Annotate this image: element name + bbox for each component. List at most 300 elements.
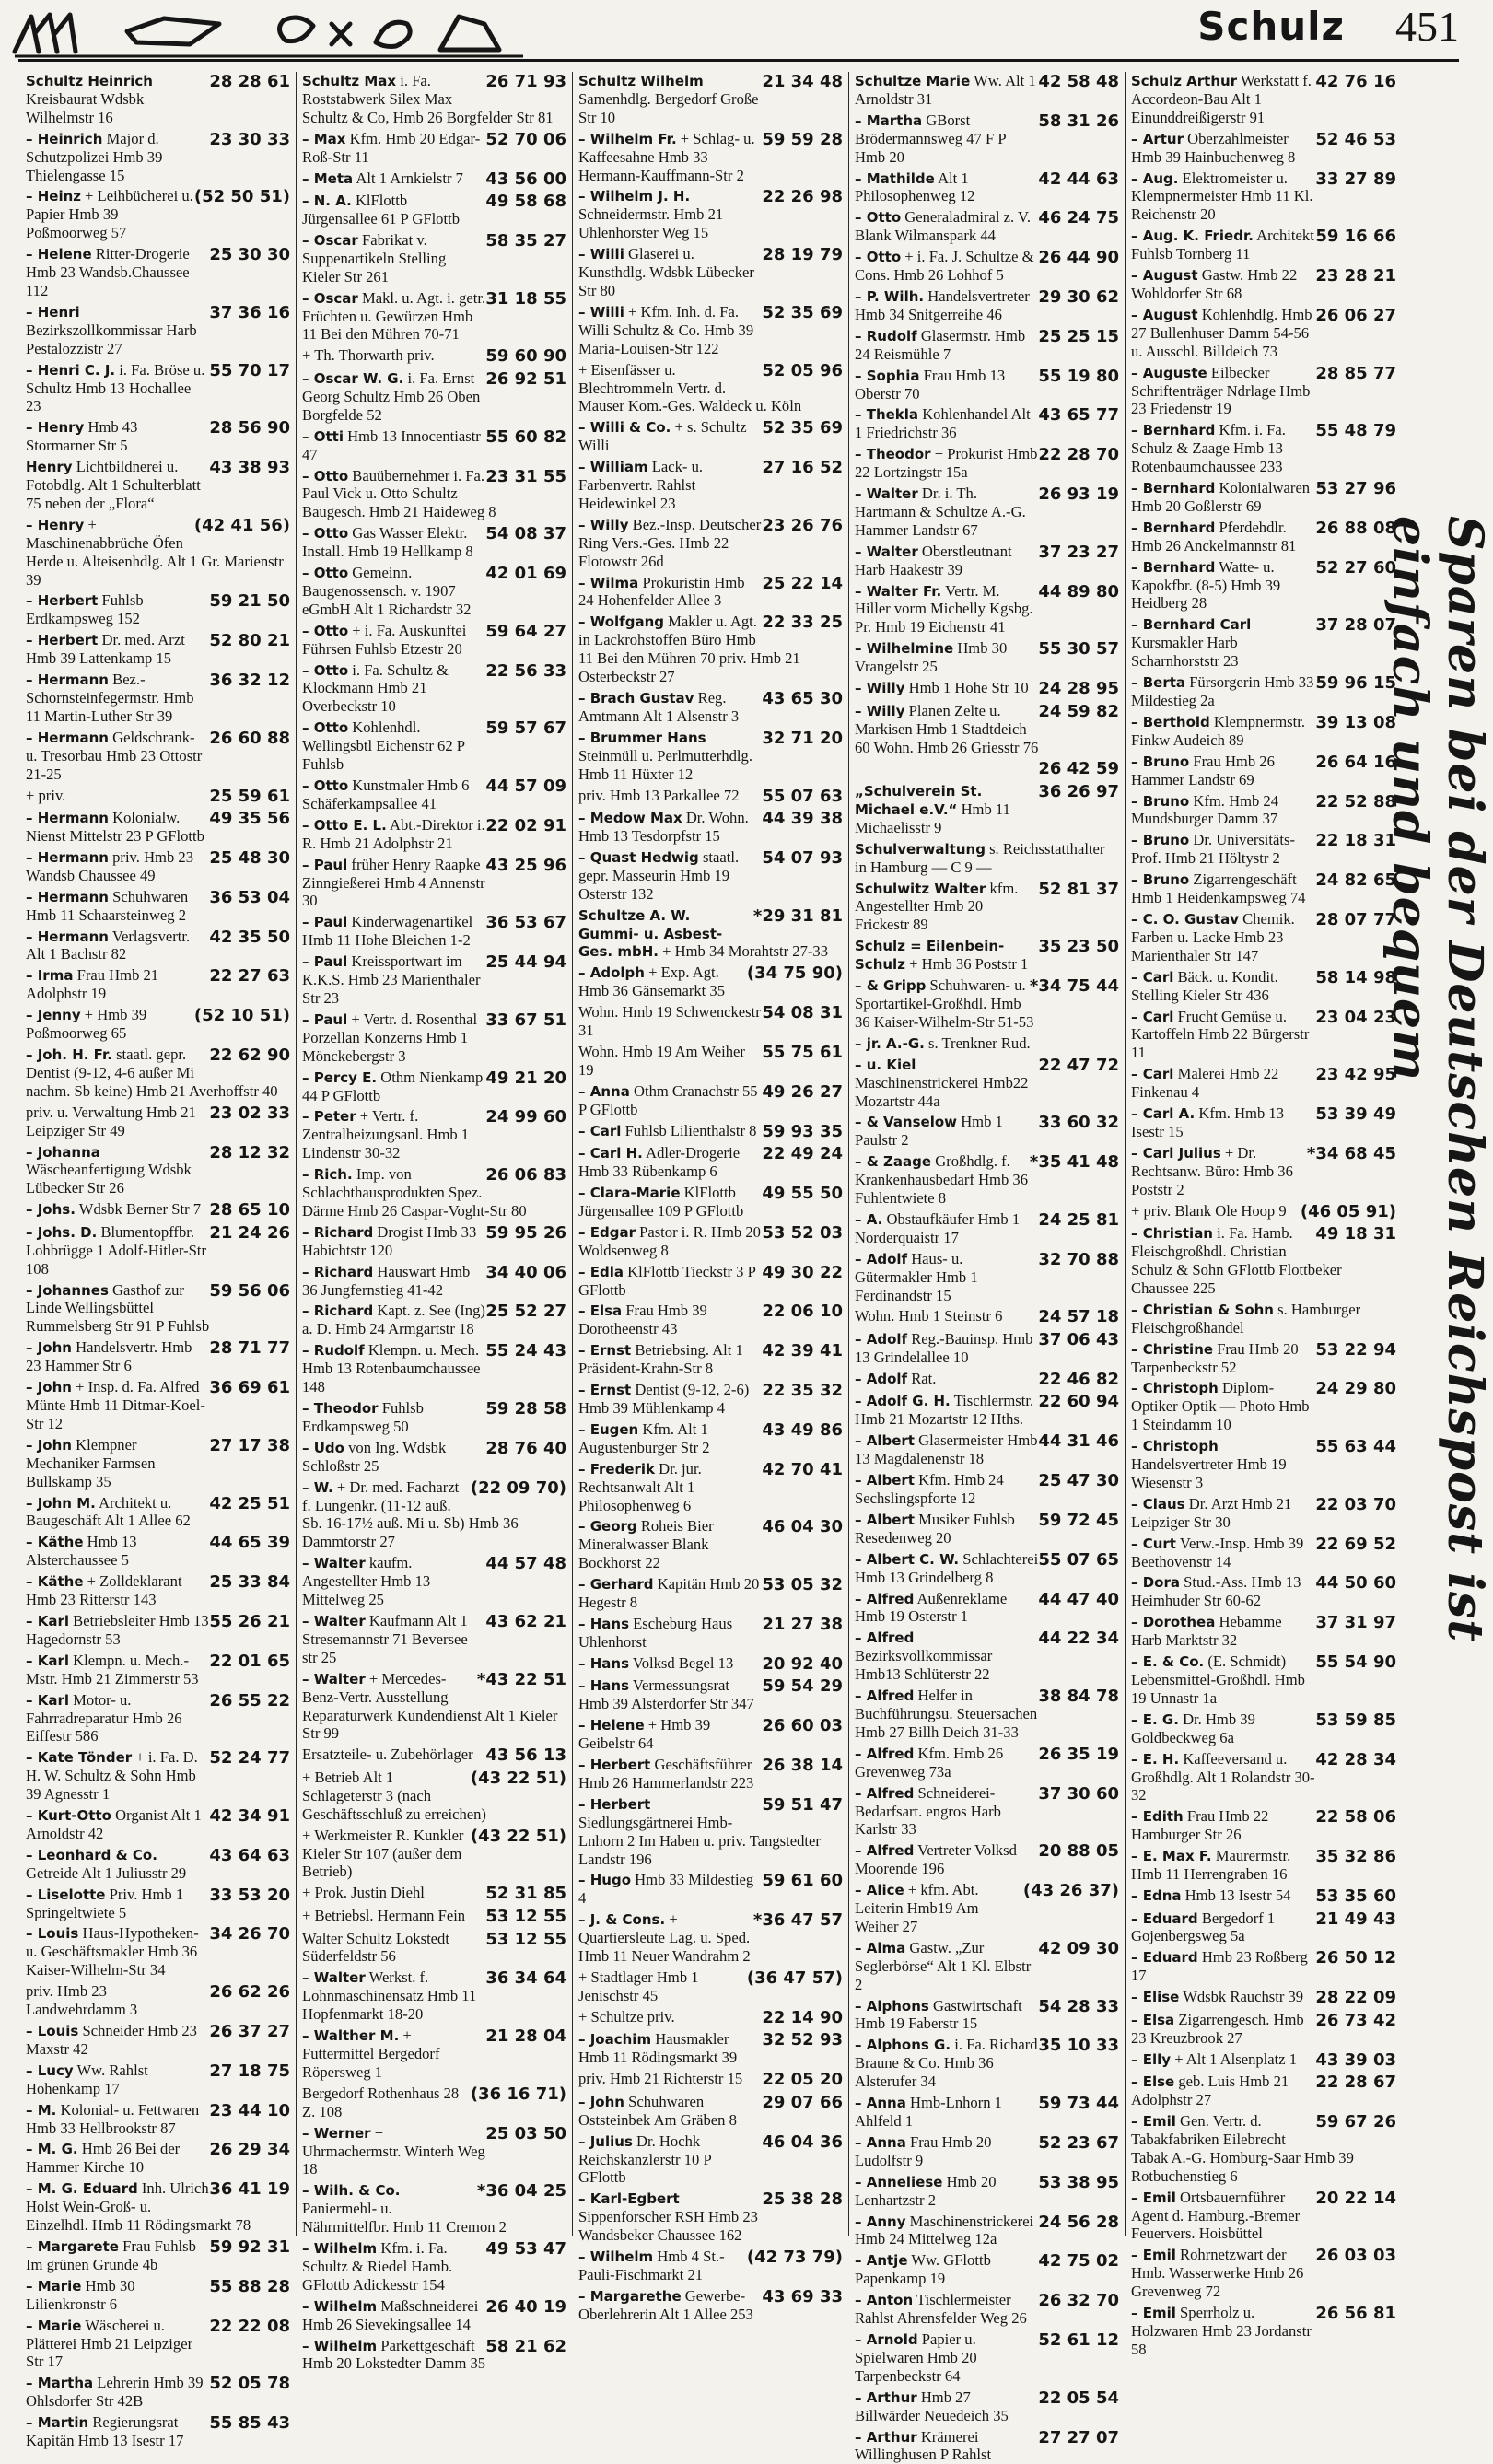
entry-name: – Aug. [1131,170,1178,187]
entry-phone-number: 28 19 79 [762,245,843,265]
entry-name: – Martha [26,2375,93,2391]
entry-details: + s. Schultz Willi [578,418,747,454]
entry-phone-number: 36 32 12 [209,671,290,691]
entry-phone-number: 26 06 27 [1315,306,1396,326]
entry-details: Sperrholz u. Holzwaren Hmb 23 Jordanstr 58 [1131,2304,1312,2358]
entry-details: Ww. Alt 1 Arnoldstr 31 [855,72,1036,108]
entry-phone-number: 28 56 90 [209,418,290,438]
entry-details: Othm Cranachstr 55 P GFlottb [578,1082,758,1118]
entry-name: – Gerhard [578,1576,654,1593]
entry-name: – Margarethe [578,2288,682,2305]
directory-entry [578,1341,843,1378]
entry-phone-number: 33 53 20 [209,1886,290,1906]
directory-entry [26,1200,290,1220]
directory-entry [855,1590,1119,1627]
entry-name: – N. A. [302,193,352,209]
entry-name: – John [578,2094,624,2110]
entry-details: Zigarrengesch. Hmb 23 Kreuzbrook 27 [1131,2011,1304,2047]
entry-details: Bäck. u. Kondit. Stelling Kieler Str 436 [1131,968,1278,1004]
entry-details: KlFlottb Jürgensallee 61 P GFlottb [302,192,460,228]
entry-name: – Ernst [578,1342,631,1359]
directory-entry [302,1069,566,1105]
entry-details: Verlagsvertr. Alt 1 Bachstr 82 [26,928,190,963]
entry-details: Schlachterei Hmb 13 Grindelberg 8 [855,1550,1038,1586]
entry-phone-number: 52 05 78 [209,2374,290,2394]
entry-phone-number: 55 63 44 [1315,1437,1396,1457]
entry-details: + i. Fa. Auskunftei Führsen Fuhlsb Etzestr 20 [302,622,466,658]
entry-name: – Emil [1131,2305,1176,2321]
entry-phone-number: 42 25 51 [209,1494,290,1514]
directory-entry [1131,1711,1396,1747]
entry-name: – Emil [1131,2247,1176,2263]
entry-phone-number: 59 64 27 [485,622,566,642]
directory-entry [855,2428,1119,2464]
entry-details: Maurermstr. Hmb 11 Herrengraben 16 [1131,1847,1290,1883]
entry-details: i. Fa. Richard Braune & Co. Hmb 36 Alsterufer 34 [855,2036,1038,2090]
vertical-advertisement: Sparen bei der Deutschen Reichspost ist einfach und bequem [1409,516,1464,1851]
entry-details: Elektromeister u. Klempnermeister Hmb 11 Kl. Reichenstr 20 [1131,169,1313,224]
directory-entry [855,1841,1119,1878]
entry-details: Roheis Bier Mineralwasser Blank Bockhorst 22 [578,1517,714,1571]
entry-name: – John [26,1379,72,1395]
entry-details: s. Reichsstatthalter in Hamburg — C 9 — [855,840,1104,876]
entry-details: Großhdlg. f. Krankenhausbedarf Hmb 36 Fuhlentwiete 8 [855,1152,1028,1207]
entry-phone-number: 22 05 54 [1038,2388,1119,2409]
entry-name: – Wilhelm [302,2240,377,2257]
directory-entry [578,458,843,513]
entry-name: – Elise [1131,1989,1179,2005]
entry-phone-number: 21 28 04 [485,2026,566,2047]
directory-entry [578,1460,843,1515]
page-number: 451 [1395,2,1459,51]
entry-details: + Dr. Rechtsanw. Büro: Hmb 36 Poststr 2 [1131,1144,1293,1198]
entry-phone-number: 25 33 84 [209,1572,290,1593]
entry-phone-number: 22 28 67 [1315,2073,1396,2093]
directory-entry [26,928,290,964]
entry-name: – Joachim [578,2031,651,2048]
directory-entry [302,661,566,717]
directory-entry [1131,306,1396,361]
entry-details: + Stadtlager Hmb 1 Jenischstr 45 [578,1968,699,2004]
entry-details: + Werkmeister R. Kunkler Kieler Str 107 (außer dem Betrieb) [302,1827,463,1881]
entry-name: – E. Max F. [1131,1848,1212,1864]
entry-name: – Brummer Hans [578,730,706,746]
directory-entry [1131,1807,1396,1844]
entry-details: Kolonial- u. Fettwaren Hmb 33 Hellbrookstr 87 [26,2101,199,2137]
entry-details: + kfm. Abt. Leiterin Hmb19 Am Weiher 27 [855,1881,979,1935]
entry-phone-number: 42 35 50 [209,928,290,948]
directory-entry [26,2061,290,2098]
entry-details: Pastor i. R. Hmb 20 Woldsenweg 8 [578,1223,761,1259]
entry-phone-number: 35 32 86 [1315,1847,1396,1867]
entry-phone-number: 22 28 70 [1038,445,1119,465]
entry-details: Gewerbe-Oberlehrerin Alt 1 Allee 253 [578,2287,753,2323]
entry-phone-number: 26 03 03 [1315,2246,1396,2266]
directory-column-5 [1126,72,1402,2236]
entry-phone-number: 43 64 63 [209,1846,290,1866]
directory-entry [855,1745,1119,1781]
entry-phone-number: 26 60 88 [209,729,290,749]
entry-phone-number: 42 76 16 [1315,72,1396,92]
entry-details: priv. Hmb 23 Landwehrdamm 3 [26,1982,137,2018]
entry-details: Werkst. f. Lohnmaschinensatz Hmb 11 Hopfenmarkt 18-20 [302,1968,476,2023]
entry-details: Musiker Fuhlsb Resedenweg 20 [855,1511,1015,1547]
directory-entry [855,639,1119,676]
entry-name: – Quast Hedwig [578,849,699,866]
entry-name: – Sophia [855,368,920,384]
entry-name: – Theodor [302,1400,379,1417]
directory-entry [1131,1437,1396,1492]
directory-entry [578,245,843,300]
directory-entry [855,1939,1119,1994]
entry-phone-number: 55 88 28 [209,2277,290,2297]
entry-details: Wohn. Hmb 1 Steinstr 6 [855,1307,1002,1325]
directory-entry [1131,713,1396,750]
entry-name: – Albert [855,1472,915,1489]
entry-details: + Eisenfässer u. Blechtrommeln Vertr. d. Mauser Kom.-Ges. Waldeck u. Köln [578,361,801,415]
entry-phone-number: 26 93 19 [1038,485,1119,505]
directory-entry [302,1612,566,1667]
entry-phone-number: 25 48 30 [209,848,290,869]
entry-phone-number: 53 22 94 [1315,1340,1396,1360]
entry-details: Architekt u. Baugeschäft Alt 1 Allee 62 [26,1494,191,1530]
entry-name: Schulz Arthur [1131,73,1237,89]
entry-name: – Christoph [1131,1380,1219,1396]
entry-name: – Elsa [578,1302,622,1319]
entry-details: Schuhwaren- u. Sportartikel-Großhdl. Hmb 36 Kaiser-Wilhelm-Str 51-53 [855,976,1033,1031]
directory-entry [26,1886,290,1922]
entry-phone-number: 53 27 96 [1315,479,1396,499]
entry-details: + Leihbücherei u. Papier Hmb 39 Poßmoorweg 57 [26,187,193,241]
entry-details: Handelsvertr. Hmb 23 Hammer Str 6 [26,1338,192,1374]
directory-entry [1131,227,1396,263]
entry-details: Wohn. Hmb 19 Am Weiher 19 [578,1043,745,1079]
entry-details: priv. Hmb 23 Wandsb Chaussee 49 [26,848,193,884]
entry-details: Frau Hmb 39 Dorotheenstr 43 [578,1302,707,1337]
entry-details: + Hmb 34 Morahtstr 27-33 [662,942,828,960]
entry-details: + Hmb 39 Geibelstr 64 [578,1716,710,1752]
entry-phone-number: (34 75 90) [747,963,843,984]
entry-phone-number: 55 26 21 [209,1612,290,1632]
directory-entry [578,689,843,726]
entry-phone-number: *29 31 81 [753,906,843,927]
entry-name: – Heinz [26,188,81,204]
entry-phone-number: 59 72 45 [1038,1511,1119,1531]
entry-details: Hmb 30 Lilienkronstr 6 [26,2277,135,2313]
entry-name: – Rudolf [855,328,917,344]
directory-entry [302,1341,566,1396]
entry-details: Kfm. Hmb 13 Isestr 15 [1131,1104,1284,1140]
entry-details: staatl. gepr. Dentist (9-12, 4-6 außer Mi nachm. Sb keine) Hmb 21 Averhoffstr 40 [26,1045,278,1100]
directory-entry [855,2133,1119,2170]
directory-entry [302,231,566,286]
directory-entry [26,1223,290,1279]
directory-entry [1131,1948,1396,1985]
directory-entry [302,1746,566,1766]
directory-entry [302,564,566,619]
directory-entry [578,1756,843,1793]
directory-entry [302,622,566,659]
entry-name: – E. H. [1131,1751,1179,1768]
directory-entry [1131,1065,1396,1102]
entry-phone-number: 33 27 89 [1315,169,1396,190]
entry-name: – Theodor [855,446,931,462]
entry-name: – Georg [578,1518,637,1535]
entry-details: Bez.-Insp. Deutscher Ring Vers.-Ges. Hmb 22 Flotowstr 26d [578,516,761,570]
directory-entry [1131,72,1396,127]
entry-details: + i. Fa. D. H. W. Schultz & Sohn Hmb 39 Agnesstr 1 [26,1748,198,1803]
directory-entry [26,1143,290,1198]
entry-name: – Walter Fr. [855,583,941,600]
entry-details: Klempn. u. Mech. Hmb 13 Rotenbaumchaussee 148 [302,1341,481,1395]
directory-entry [578,2190,843,2245]
entry-name: – Anna [855,2134,906,2151]
directory-entry [578,516,843,571]
directory-entry [26,1572,290,1609]
entry-phone-number: 55 85 43 [209,2413,290,2434]
entry-phone-number: 59 60 90 [485,346,566,367]
entry-phone-number: 33 60 32 [1038,1113,1119,1133]
entry-phone-number: 24 59 82 [1038,702,1119,722]
directory-entry [855,1330,1119,1367]
entry-name: – C. O. Gustav [1131,911,1239,928]
entry-phone-number: 28 07 77 [1315,910,1396,930]
entry-name: – Emil [1131,2113,1176,2130]
entry-details: + Kfm. Inh. d. Fa. Willi Schultz & Co. Hmb 39 Maria-Louisen-Str 122 [578,303,753,357]
directory-entry [855,248,1119,285]
entry-phone-number: 44 57 09 [485,777,566,797]
entry-details: Frau Hmb 22 Hamburger Str 26 [1131,1807,1268,1843]
entry-details: i. Fa. Bröse u. Schultz Hmb 13 Hochallee 23 [26,361,204,415]
entry-details: Ww. GFlottb Papenkamp 19 [855,2251,991,2287]
directory-entry [855,287,1119,324]
entry-phone-number: 55 75 61 [762,1043,843,1063]
entry-name: – M. [26,2102,56,2119]
entry-details: Regierungsrat Kapitän Hmb 13 Isestr 17 [26,2413,183,2449]
directory-entry [855,543,1119,579]
entry-name: – Alfred [855,1842,914,1859]
directory-entry [26,1806,290,1843]
decorative-header-logo [7,6,560,61]
entry-phone-number: 43 25 96 [485,856,566,876]
entry-phone-number: 22 03 70 [1315,1495,1396,1515]
entry-name: – Bernhard Carl [1131,616,1251,633]
entry-details: Hmb 13 Isestr 54 [1185,1886,1291,1904]
entry-phone-number: 28 71 77 [209,1338,290,1359]
entry-phone-number: 26 88 08 [1315,519,1396,539]
entry-details: Prokuristin Hmb 24 Hohenfelder Allee 3 [578,574,745,610]
entry-name: – Dora [1131,1574,1180,1591]
entry-phone-number: 42 70 41 [762,1460,843,1480]
entry-name: – Otto [302,777,348,794]
directory-entry [855,1152,1119,1208]
entry-details: (E. Schmidt) Lebensmittel-Großhdl. Hmb 19 Unnastr 1a [1131,1652,1305,1707]
entry-details: Wohn. Hmb 19 Schwenckestr 31 [578,1003,761,1039]
entry-phone-number: 22 05 20 [762,2070,843,2090]
entry-name: – Irma [26,967,73,984]
entry-details: + i. Fa. J. Schultze & Cons. Hmb 26 Lohhof 5 [855,248,1034,284]
entry-name: – Helene [578,1717,645,1734]
entry-details: Kapt. z. See (Ing) a. D. Hmb 24 Armgartstr 18 [302,1302,485,1337]
entry-details: Kunstmaler Hmb 6 Schäferkampsallee 41 [302,777,469,812]
entry-phone-number: 24 99 60 [485,1107,566,1127]
directory-entry [302,192,566,228]
entry-details: Hebamme Harb Marktstr 32 [1131,1613,1282,1649]
entry-details: Kfm. Hmb 20 Edgar-Roß-Str 11 [302,130,480,166]
entry-name: – Carl [578,1123,621,1139]
entry-details: i. Fa. Ernst Georg Schultz Hmb 26 Oben Borgfelde 52 [302,369,480,424]
entry-details: Reg. Amtmann Alt 1 Alsenstr 3 [578,689,739,725]
directory-entry [855,976,1119,1032]
entry-name: – Karl [26,1652,69,1669]
entry-phone-number: 59 92 31 [209,2237,290,2258]
directory-entry [855,937,1119,974]
entry-name: – Aug. K. Friedr. [1131,228,1254,244]
directory-entry [855,679,1119,699]
entry-details: + Schlag- u. Kaffeesahne Hmb 33 Hermann-Kauffmann-Str 2 [578,130,755,184]
directory-entry [1131,1340,1396,1377]
entry-phone-number: (36 47 57) [747,1968,843,1989]
entry-phone-number: 26 06 83 [485,1165,566,1185]
entry-details: Imp. von Schlachthausprodukten Spez. Därme Hmb 26 Caspar-Voght-Str 80 [302,1165,527,1220]
entry-phone-number: 22 49 24 [762,1144,843,1164]
entry-details: Gasthof zur Linde Wellingsbüttel Rummelsberg Str 91 P Fuhlsb [26,1281,209,1336]
entry-phone-number: 22 18 31 [1315,831,1396,851]
directory-entry [26,1104,290,1140]
directory-entry [578,1676,843,1713]
entry-phone-number: 59 96 15 [1315,673,1396,694]
entry-details: Oberzahlmeister Hmb 39 Hainbuchenweg 8 [1131,130,1295,166]
entry-phone-number: 52 05 96 [762,361,843,381]
entry-name: – Johs. D. [26,1224,97,1241]
entry-details: GBorst Brödermannsweg 47 F P Hmb 20 [855,111,1006,166]
entry-name: – Carl [1131,1066,1173,1082]
entry-phone-number: 26 42 59 [1038,759,1119,779]
entry-details: Kohlenhandel Alt 1 Friedrichstr 36 [855,405,1031,441]
entry-phone-number: 35 23 50 [1038,937,1119,957]
entry-name: – Percy E. [302,1069,377,1086]
directory-entry [1131,831,1396,868]
directory-entry [1131,1104,1396,1141]
entry-details: Haus- u. Gütermakler Hmb 1 Ferdinandstr 15 [855,1250,978,1304]
entry-name: – Wilhelm J. H. [578,188,690,204]
directory-entry [578,787,843,807]
entry-name: – Hermann [26,671,109,688]
entry-details: Hmb 26 Bei der Hammer Kirche 10 [26,2140,180,2176]
entry-phone-number: 26 32 70 [1038,2291,1119,2311]
entry-phone-number: 42 58 48 [1038,72,1119,92]
directory-entry [578,1184,843,1220]
directory-column-1 [20,72,297,2236]
directory-entry [855,1687,1119,1742]
directory-entry [26,2374,290,2411]
entry-details: s. Hamburger Fleischgroßhandel [1131,1301,1360,1337]
directory-entry [302,1010,566,1066]
directory-entry [578,1122,843,1142]
directory-entry [26,361,290,416]
directory-entry [1131,1886,1396,1907]
directory-entry [302,467,566,522]
entry-details: Schneider Hmb 23 Maxstr 42 [26,2022,197,2058]
entry-details: Kolonialw. Nienst Mittelstr 23 P GFlottb [26,809,204,845]
entry-phone-number: 49 26 27 [762,1082,843,1103]
entry-phone-number: 58 35 27 [485,231,566,251]
entry-phone-number: 21 24 26 [209,1223,290,1244]
entry-name: – Berthold [1131,714,1210,730]
directory-entry [855,1471,1119,1508]
entry-details: Makler u. Agt. in Lackrohstoffen Büro Hmb 11 Bei den Mühren 70 priv. Hmb 21 Osterbeckstr 27 [578,613,800,685]
entry-phone-number: 53 12 55 [485,1930,566,1950]
directory-entry [302,289,566,344]
entry-details: Hmb 43 Stormarner Str 5 [26,418,137,454]
entry-details: Kfm. i. Fa. Schulz & Zaage Hmb 13 Rotenbaumchaussee 233 [1131,421,1286,475]
directory-entry [26,1924,290,1979]
directory-entry [578,1381,843,1418]
entry-phone-number: 52 46 53 [1315,130,1396,150]
entry-name: – Albert [855,1512,915,1528]
entry-name: – Otto E. L. [302,817,387,834]
entry-name: – Eduard [1131,1949,1198,1966]
entry-phone-number: 44 47 40 [1038,1590,1119,1610]
entry-name: Schultz Wilhelm [578,73,704,89]
entry-name: – & Gripp [855,977,926,994]
entry-name: Schultz Max [302,73,396,89]
directory-entry [302,1399,566,1436]
entry-phone-number: 24 29 80 [1315,1379,1396,1399]
entry-details: Fuhlsb Erdkampsweg 50 [302,1399,424,1435]
entry-name: – Anna [855,2095,906,2111]
entry-details: Maschinenstrickerei Hmb22 Mozartstr 44a [855,1074,1028,1110]
entry-phone-number: 32 71 20 [762,729,843,749]
directory-entry [26,848,290,885]
entry-details: Major d. Schutzpolizei Hmb 39 Thielengasse 15 [26,130,162,184]
entry-name: – & Vanselow [855,1114,957,1130]
directory-entry [1131,910,1396,965]
entry-phone-number: 24 25 81 [1038,1210,1119,1231]
entry-phone-number: 52 24 77 [209,1748,290,1769]
entry-details: Glaserei u. Kunsthdlg. Wdsbk Lübecker Str 80 [578,245,754,299]
entry-name: – Artur [1131,131,1184,147]
entry-details: Papier u. Spielwaren Hmb 20 Tarpenbeckstr 64 [855,2330,977,2385]
entry-phone-number: 44 50 60 [1315,1573,1396,1594]
entry-name: Schulverwaltung [855,841,986,858]
entry-phone-number: 36 69 61 [209,1378,290,1398]
entry-details: i. Fa. Roststabwerk Silex Max Schultz & Co, Hmb 26 Borgfelder Str 81 [302,72,554,126]
directory-entry [578,418,843,455]
entry-details: Dr. jur. Rechtsanwalt Alt 1 Philosophenweg 6 [578,1460,702,1514]
directory-entry [302,1107,566,1162]
entry-name: – Anneliese [855,2174,942,2190]
entry-details: Vermessungsrat Hmb 39 Alsterdorfer Str 347 [578,1676,754,1712]
entry-name: – Wilma [578,575,638,591]
entry-details: + Exp. Agt. Hmb 36 Gänsemarkt 35 [578,963,725,999]
directory-entry [1131,558,1396,613]
entry-name: – Oscar [302,290,358,307]
entry-name: – Heinrich [26,131,102,147]
entry-phone-number: 22 47 72 [1038,1056,1119,1076]
directory-entry [855,880,1119,935]
directory-entry [26,2022,290,2059]
directory-entry [26,2140,290,2177]
directory-entry [855,1550,1119,1587]
directory-entry [855,1997,1119,2034]
entry-phone-number: 22 27 63 [209,966,290,987]
entry-name: – Henry [26,517,84,533]
entry-phone-number: 25 25 15 [1038,327,1119,347]
directory-entry [26,1378,290,1433]
entry-phone-number: 43 65 77 [1038,405,1119,426]
directory-entry [26,458,290,513]
